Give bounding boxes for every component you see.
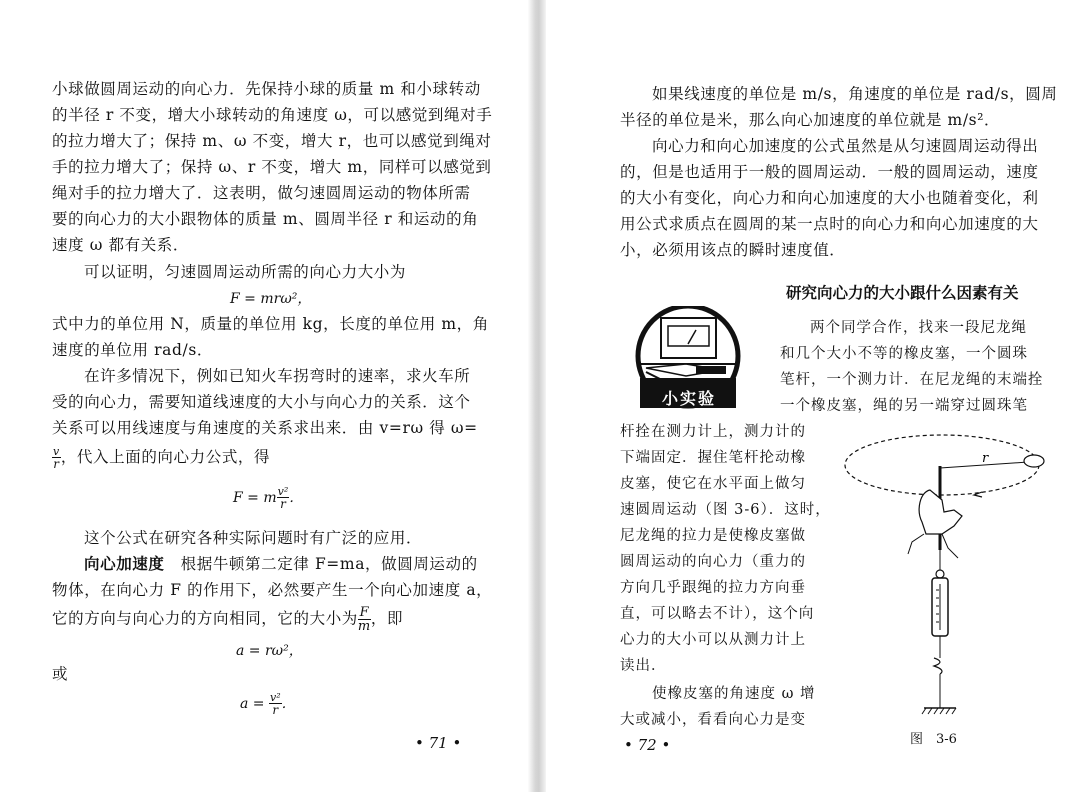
text-line: 的拉力增大了；保持 m、ω 不变，增大 r，也可以感觉到绳对: [52, 132, 492, 150]
experiment-badge: [626, 306, 776, 416]
left-page: [0, 0, 528, 792]
book-gutter: [528, 0, 546, 792]
text-line: 受的向心力，需要知道线速度的大小与向心力的关系．这个: [52, 393, 471, 411]
formula-acceleration-omega: a = rω²，: [236, 643, 303, 659]
text-line: 或: [52, 665, 69, 683]
text-line: 的大小有变化，向心力和向心加速度的大小也随着变化，利: [620, 189, 1039, 207]
text-line-with-fraction: 它的方向与向心力的方向相同，它的大小为 $\frac{F}{m}$ ，即: [52, 605, 404, 634]
text-line: 如果线速度的单位是 m/s，角速度的单位是 rad/s，圆周: [652, 85, 1058, 103]
text-line: 向心加速度 根据牛顿第二定律 F=ma，做圆周运动的: [84, 555, 478, 573]
formula-acceleration-velocity: a = $\frac{\text{v²}}{r}$ ．: [240, 691, 296, 717]
text-line: 半径的单位是米，那么向心加速度的单位就是 m/s²．: [620, 111, 1001, 129]
experiment-badge-label: 小实验: [662, 389, 717, 408]
text-line: 这个公式在研究各种实际问题时有广泛的应用．: [84, 529, 423, 547]
right-page: [546, 0, 1080, 792]
experiment-line: 方向几乎跟绳的拉力方向垂: [620, 580, 806, 596]
text-line: 速度 ω 都有关系．: [52, 236, 189, 254]
term-heading: 向心加速度: [84, 555, 165, 573]
radius-label: r: [982, 451, 989, 466]
text-line: 用公式求质点在圆周的某一点时的向心力和向心加速度的大: [620, 215, 1039, 233]
text-line: 绳对手的拉力增大了．这表明，做匀速圆周运动的物体所需: [52, 184, 471, 202]
text-line-with-fraction: $\frac{v}{r}$ ，代入上面的向心力公式，得: [53, 445, 271, 471]
text-line: 式中力的单位用 N，质量的单位用 kg，长度的单位用 m，角: [52, 315, 489, 333]
figure-caption: 图 3-6: [910, 732, 957, 747]
experiment-line: 圆周运动的向心力（重力的: [620, 554, 806, 570]
experiment-line: 笔杆，一个测力计．在尼龙绳的末端拴: [780, 372, 1044, 388]
circular-motion-figure: [842, 430, 1062, 720]
text-line: 小球做圆周运动的向心力．先保持小球的质量 m 和小球转动: [52, 80, 481, 98]
experiment-line: 使橡皮塞的角速度 ω 增: [652, 686, 816, 702]
experiment-line: 大或减小，看看向心力是变: [620, 712, 806, 728]
fraction-F-over-m: $\frac{F}{m}$: [357, 605, 371, 634]
experiment-line: 下端固定．握住笔杆抡动橡: [620, 450, 806, 466]
experiment-line: 和几个大小不等的橡皮塞，一个圆珠: [780, 346, 1028, 362]
text-line: 小，必须用该点的瞬时速度值．: [620, 241, 846, 259]
text-line: 的半径 r 不变，增大小球转动的角速度 ω，可以感觉到绳对手: [52, 106, 493, 124]
experiment-line: 直，可以略去不计），这个向: [620, 606, 815, 622]
page-number: • 71 •: [415, 734, 462, 752]
experiment-line: 读出．: [620, 658, 667, 674]
section-heading: 研究向心力的大小跟什么因素有关: [786, 284, 1019, 302]
formula-centripetal-force: F = mrω²，: [230, 291, 312, 307]
text-line: 速度的单位用 rad/s．: [52, 341, 213, 359]
text-line: 手的拉力增大了；保持 ω、r 不变，增大 m，同样可以感觉到: [52, 158, 492, 176]
experiment-line: 速圆周运动（图 3-6）．这时，: [620, 502, 831, 518]
text-line: 关系可以用线速度与角速度的关系求出来．由 v=rω 得 ω=: [52, 419, 478, 437]
text-line: 要的向心力的大小跟物体的质量 m、圆周半径 r 和运动的角: [52, 210, 479, 228]
experiment-line: 一个橡皮塞，绳的另一端穿过圆珠笔: [780, 398, 1028, 414]
page-number: • 72 •: [624, 736, 671, 754]
experiment-line: 皮塞，使它在水平面上做匀: [620, 476, 806, 492]
formula-force-velocity: F = m $\frac{\text{v²}}{r}$ ．: [233, 485, 304, 511]
fraction-v-over-r: $\frac{v}{r}$: [53, 445, 60, 471]
text-line: 向心力和向心加速度的公式虽然是从匀速圆周运动得出: [652, 137, 1039, 155]
experiment-line: 杆拴在测力计上，测力计的: [620, 424, 806, 440]
experiment-line: 尼龙绳的拉力是使橡皮塞做: [620, 528, 806, 544]
text-line: 的，但是也适用于一般的圆周运动．一般的圆周运动，速度: [620, 163, 1039, 181]
text-line: 在许多情况下，例如已知火车拐弯时的速率，求火车所: [84, 367, 471, 385]
text-line: 物体，在向心力 F 的作用下，必然要产生一个向心加速度 a，: [52, 581, 493, 599]
figure-3-6: [842, 430, 1062, 720]
text-line: 可以证明，匀速圆周运动所需的向心力大小为: [84, 263, 407, 281]
experiment-line: 心力的大小可以从测力计上: [620, 632, 806, 648]
experiment-line: 两个同学合作，找来一段尼龙绳: [810, 320, 1027, 336]
